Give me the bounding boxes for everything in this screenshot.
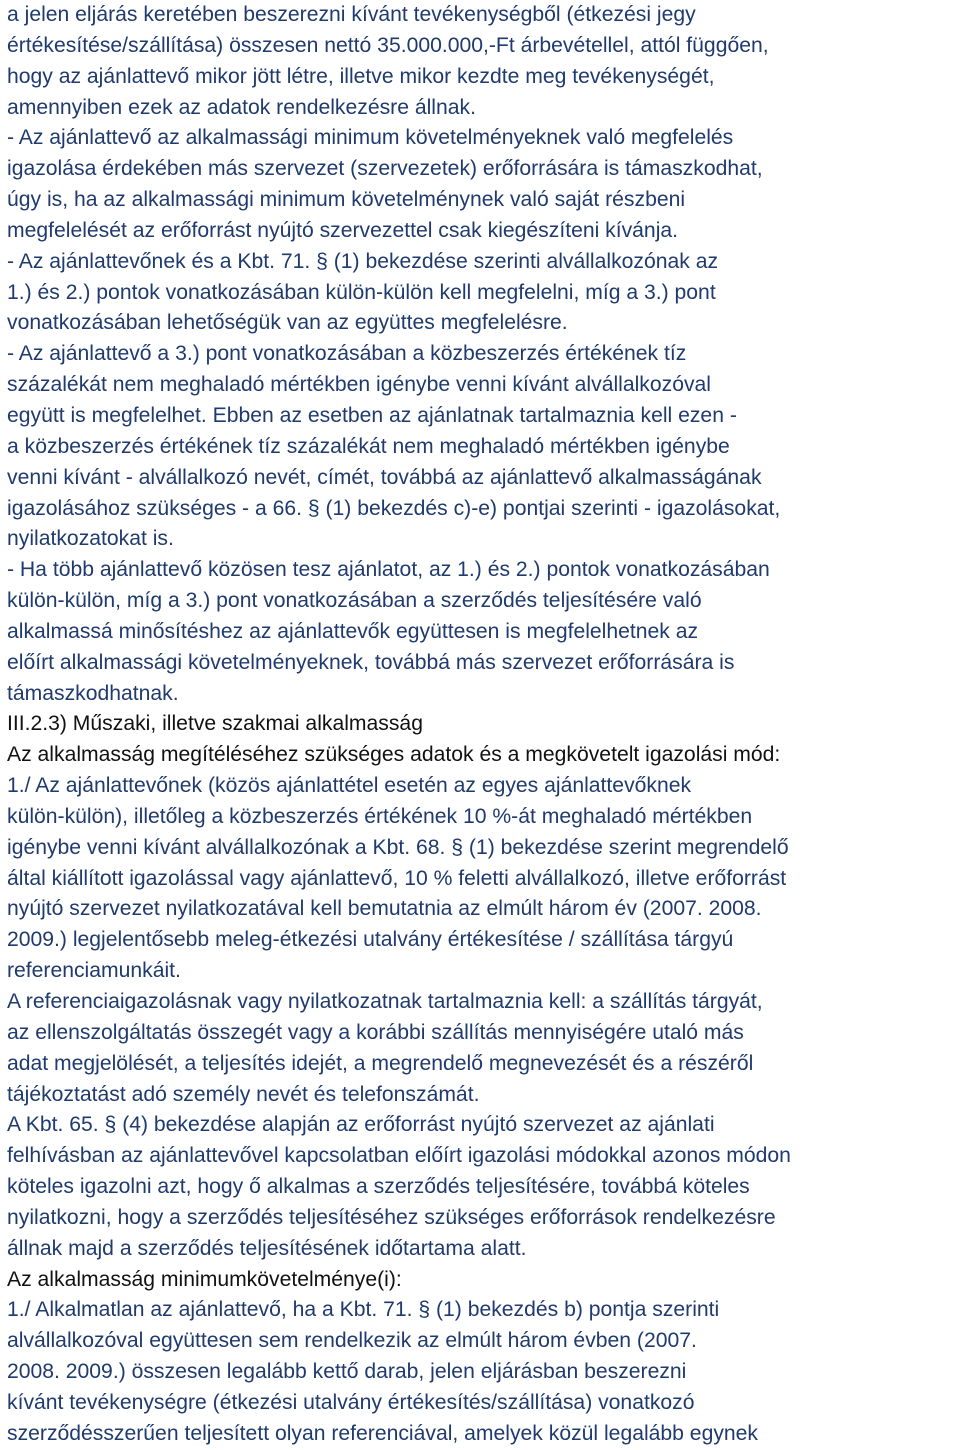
text-line: százalékát nem meghaladó mértékben igénybe venni kívánt alvállalkozóval [7, 373, 711, 397]
text-line: által kiállított igazolással vagy ajánlattevő, 10 % feletti alvállalkozó, illetve erőforrást [7, 866, 787, 890]
text-line: nyújtó szervezet nyilatkozatával kell bemutatnia az elmúlt három év (2007. 2008. [7, 897, 762, 921]
text-line: tájékoztatást adó személy nevét és telefonszámát. [7, 1082, 480, 1106]
text-line: a jelen eljárás keretében beszerezni kívánt tevékenységből (étkezési jegy [7, 3, 696, 26]
text-line: A referenciaigazolásnak vagy nyilatkozatnak tartalmaznia kell: a szállítás tárgyát, [7, 990, 763, 1013]
text-line: kívánt tevékenységre (étkezési utalvány értékesítés/szállítása) vonatkozó [7, 1390, 695, 1414]
text-line: alvállalkozóval együttesen sem rendelkezik az elmúlt három évben (2007. [7, 1329, 697, 1353]
section-heading-line: Az alkalmasság minimumkövetelménye(i): [7, 1267, 402, 1291]
text-line: - Ha több ajánlattevő közösen tesz ajánlatot, az 1.) és 2.) pontok vonatkozásában [7, 558, 770, 582]
text-line: A Kbt. 65. § (4) bekezdése alapján az erőforrást nyújtó szervezet az ajánlati [7, 1113, 715, 1137]
text-line: együtt is megfelelhet. Ebben az esetben az ajánlatnak tartalmaznia kell ezen - [7, 403, 737, 427]
text-line: adat megjelölését, a teljesítés idejét, a megrendelő megnevezését és a részéről [7, 1051, 754, 1075]
text-line: 2008. 2009.) összesen legalább kettő darab, jelen eljárásban beszerezni [7, 1360, 687, 1384]
text-line: támaszkodhatnak. [7, 681, 179, 705]
text-line: igénybe venni kívánt alvállalkozónak a Kbt. 68. § (1) bekezdése szerint megrendelő [7, 835, 789, 859]
text-line: megfelelését az erőforrást nyújtó szervezettel csak kiegészíteni kívánja. [7, 218, 679, 242]
text-line: igazolása érdekében más szervezet (szervezetek) erőforrására is támaszkodhat, [7, 157, 763, 181]
text-line: 1./ Az ajánlattevőnek (közös ajánlattétel esetén az egyes ajánlattevőknek [7, 774, 692, 798]
text-line: az ellenszolgáltatás összegét vagy a korábbi szállítás mennyiségére utaló más [7, 1020, 744, 1044]
text-line: - Az ajánlattevőnek és a Kbt. 71. § (1) bekezdése szerinti alvállalkozónak az [7, 249, 719, 273]
document-body [7, 0, 957, 1450]
text-line: értékesítése/szállítása) összesen nettó 35.000.000,-Ft árbevétellel, attól függően, [7, 33, 769, 57]
text-line: szerződésszerűen teljesített olyan referenciával, amelyek közül legalább egynek [7, 1421, 758, 1445]
text-line: a közbeszerzés értékének tíz százalékát nem meghaladó mértékben igénybe [7, 434, 730, 458]
section-heading-line: III.2.3) Műszaki, illetve szakmai alkalmasság [7, 712, 423, 736]
text-line: 1.) és 2.) pontok vonatkozásában külön-külön kell megfelelni, míg a 3.) pont [7, 280, 716, 304]
text-line: referenciamunkáit. [7, 959, 181, 983]
text-line: alkalmassá minősítéshez az ajánlattevők együttesen is megfelelhetnek az [7, 619, 699, 643]
text-line: amennyiben ezek az adatok rendelkezésre állnak. [7, 95, 476, 119]
text-line: igazolásához szükséges - a 66. § (1) bekezdés c)-e) pontjai szerinti - igazolásokat, [7, 496, 781, 520]
text-line: köteles igazolni azt, hogy ő alkalmas a szerződés teljesítésére, továbbá köteles [7, 1175, 750, 1199]
text-line: venni kívánt - alvállalkozó nevét, címét, továbbá az ajánlattevő alkalmasságának [7, 465, 762, 489]
text-line: előírt alkalmassági követelményeknek, továbbá más szervezet erőforrására is [7, 650, 735, 674]
text-line: felhívásban az ajánlattevővel kapcsolatban előírt igazolási módokkal azonos módon [7, 1144, 791, 1168]
text-line: vonatkozásában lehetőségük van az együttes megfelelésre. [7, 311, 568, 335]
text-line: nyilatkozni, hogy a szerződés teljesítéséhez szükséges erőforrások rendelkezésre [7, 1205, 776, 1229]
text-line: 1./ Alkalmatlan az ajánlattevő, ha a Kbt. 71. § (1) bekezdés b) pontja szerinti [7, 1298, 720, 1322]
text-line: külön-külön), illetőleg a közbeszerzés értékének 10 %-át meghaladó mértékben [7, 804, 753, 828]
text-line: - Az ajánlattevő az alkalmassági minimum követelményeknek való megfelelés [7, 126, 734, 150]
text-line: 2009.) legjelentősebb meleg-étkezési utalvány értékesítése / szállítása tárgyú [7, 928, 734, 952]
text-line: hogy az ajánlattevő mikor jött létre, illetve mikor kezdte meg tevékenységét, [7, 64, 715, 88]
text-line: nyilatkozatokat is. [7, 527, 174, 551]
section-heading-line: Az alkalmasság megítéléséhez szükséges adatok és a megkövetelt igazolási mód: [7, 743, 781, 767]
text-line: állnak majd a szerződés teljesítésének időtartama alatt. [7, 1236, 527, 1260]
text-line: külön-külön, míg a 3.) pont vonatkozásában a szerződés teljesítésére való [7, 589, 702, 613]
text-line: úgy is, ha az alkalmassági minimum követelménynek való saját részbeni [7, 188, 686, 212]
text-line: - Az ajánlattevő a 3.) pont vonatkozásában a közbeszerzés értékének tíz [7, 342, 687, 366]
